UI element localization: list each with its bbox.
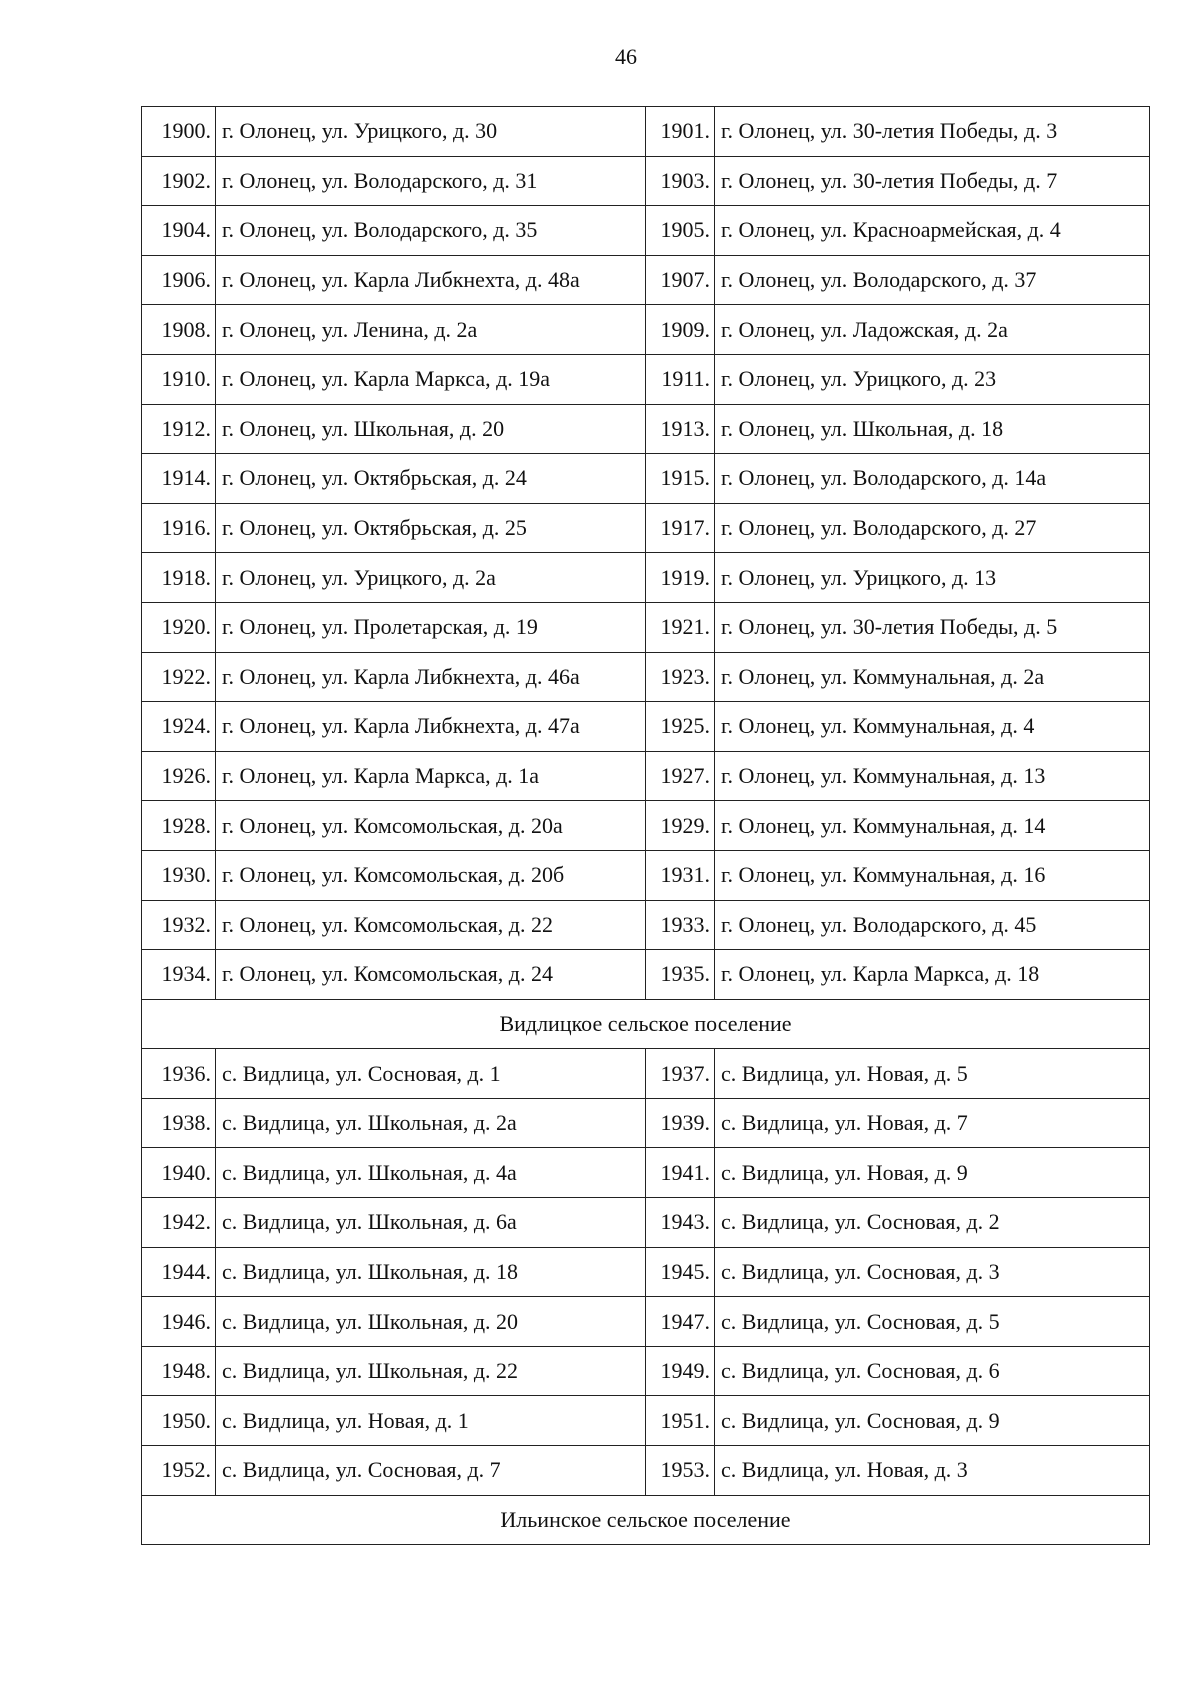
entry-number: 1931. bbox=[646, 850, 715, 900]
entry-number: 1945. bbox=[646, 1247, 715, 1297]
entry-number: 1943. bbox=[646, 1198, 715, 1248]
section-row bbox=[142, 999, 1150, 1049]
entry-number: 1913. bbox=[646, 404, 715, 454]
entry-number: 1922. bbox=[142, 652, 216, 702]
entry-number: 1935. bbox=[646, 950, 715, 1000]
table-row bbox=[142, 652, 1150, 702]
section-title: Ильинское сельское поселение bbox=[142, 1495, 1150, 1545]
table-row bbox=[142, 801, 1150, 851]
entry-address: с. Видлица, ул. Сосновая, д. 3 bbox=[715, 1247, 1150, 1297]
entry-number: 1947. bbox=[646, 1297, 715, 1347]
table-row bbox=[142, 1297, 1150, 1347]
entry-address: г. Олонец, ул. Пролетарская, д. 19 bbox=[216, 602, 646, 652]
table-row bbox=[142, 900, 1150, 950]
entry-number: 1944. bbox=[142, 1247, 216, 1297]
entry-address: с. Видлица, ул. Новая, д. 9 bbox=[715, 1148, 1150, 1198]
table-row bbox=[142, 1346, 1150, 1396]
entry-number: 1934. bbox=[142, 950, 216, 1000]
entry-address: с. Видлица, ул. Школьная, д. 2а bbox=[216, 1098, 646, 1148]
table-row bbox=[142, 503, 1150, 553]
entry-address: с. Видлица, ул. Сосновая, д. 6 bbox=[715, 1346, 1150, 1396]
entry-address: г. Олонец, ул. Октябрьская, д. 24 bbox=[216, 454, 646, 504]
page-number: 46 bbox=[615, 44, 637, 69]
entry-number: 1907. bbox=[646, 255, 715, 305]
entry-address: г. Олонец, ул. Коммунальная, д. 2а bbox=[715, 652, 1150, 702]
entry-address: г. Олонец, ул. Карла Либкнехта, д. 46а bbox=[216, 652, 646, 702]
entry-address: с. Видлица, ул. Школьная, д. 22 bbox=[216, 1346, 646, 1396]
entry-number: 1928. bbox=[142, 801, 216, 851]
entry-number: 1950. bbox=[142, 1396, 216, 1446]
entry-address: г. Олонец, ул. Урицкого, д. 30 bbox=[216, 107, 646, 157]
entry-address: г. Олонец, ул. Урицкого, д. 13 bbox=[715, 553, 1150, 603]
entry-number: 1903. bbox=[646, 156, 715, 206]
entry-address: г. Олонец, ул. 30-летия Победы, д. 7 bbox=[715, 156, 1150, 206]
table-row bbox=[142, 1446, 1150, 1496]
entry-number: 1904. bbox=[142, 206, 216, 256]
entry-number: 1938. bbox=[142, 1098, 216, 1148]
entry-address: с. Видлица, ул. Школьная, д. 20 bbox=[216, 1297, 646, 1347]
entry-address: г. Олонец, ул. Карла Маркса, д. 1а bbox=[216, 751, 646, 801]
table-row bbox=[142, 206, 1150, 256]
entry-number: 1905. bbox=[646, 206, 715, 256]
entry-number: 1919. bbox=[646, 553, 715, 603]
entry-address: с. Видлица, ул. Сосновая, д. 2 bbox=[715, 1198, 1150, 1248]
table-row bbox=[142, 156, 1150, 206]
entry-address: с. Видлица, ул. Сосновая, д. 9 bbox=[715, 1396, 1150, 1446]
entry-number: 1942. bbox=[142, 1198, 216, 1248]
table-row bbox=[142, 950, 1150, 1000]
entry-address: с. Видлица, ул. Новая, д. 3 bbox=[715, 1446, 1150, 1496]
entry-number: 1901. bbox=[646, 107, 715, 157]
entry-address: г. Олонец, ул. Урицкого, д. 23 bbox=[715, 354, 1150, 404]
table-row bbox=[142, 1098, 1150, 1148]
table-row bbox=[142, 602, 1150, 652]
entry-number: 1924. bbox=[142, 702, 216, 752]
entry-address: г. Олонец, ул. Коммунальная, д. 13 bbox=[715, 751, 1150, 801]
entry-address: с. Видлица, ул. Сосновая, д. 7 bbox=[216, 1446, 646, 1496]
entry-address: г. Олонец, ул. Коммунальная, д. 14 bbox=[715, 801, 1150, 851]
table-row bbox=[142, 1396, 1150, 1446]
entry-number: 1915. bbox=[646, 454, 715, 504]
entry-address: г. Олонец, ул. Володарского, д. 31 bbox=[216, 156, 646, 206]
entry-address: г. Олонец, ул. Карла Либкнехта, д. 47а bbox=[216, 702, 646, 752]
entry-address: г. Олонец, ул. Коммунальная, д. 16 bbox=[715, 850, 1150, 900]
entry-number: 1952. bbox=[142, 1446, 216, 1496]
entry-address: г. Олонец, ул. Комсомольская, д. 20а bbox=[216, 801, 646, 851]
entry-address: г. Олонец, ул. Володарского, д. 27 bbox=[715, 503, 1150, 553]
table-row bbox=[142, 454, 1150, 504]
table-row bbox=[142, 354, 1150, 404]
entry-number: 1910. bbox=[142, 354, 216, 404]
entry-address: г. Олонец, ул. Володарского, д. 14а bbox=[715, 454, 1150, 504]
entry-address: с. Видлица, ул. Школьная, д. 4а bbox=[216, 1148, 646, 1198]
entry-number: 1918. bbox=[142, 553, 216, 603]
table-row bbox=[142, 107, 1150, 157]
entry-number: 1911. bbox=[646, 354, 715, 404]
entry-address: г. Олонец, ул. Красноармейская, д. 4 bbox=[715, 206, 1150, 256]
entry-number: 1927. bbox=[646, 751, 715, 801]
table-row bbox=[142, 255, 1150, 305]
address-table-body bbox=[142, 107, 1150, 1545]
entry-number: 1923. bbox=[646, 652, 715, 702]
entry-number: 1936. bbox=[142, 1049, 216, 1099]
entry-number: 1932. bbox=[142, 900, 216, 950]
entry-address: г. Олонец, ул. Володарского, д. 45 bbox=[715, 900, 1150, 950]
entry-number: 1933. bbox=[646, 900, 715, 950]
entry-address: г. Олонец, ул. Коммунальная, д. 4 bbox=[715, 702, 1150, 752]
table-row bbox=[142, 1198, 1150, 1248]
entry-address: г. Олонец, ул. 30-летия Победы, д. 3 bbox=[715, 107, 1150, 157]
entry-number: 1953. bbox=[646, 1446, 715, 1496]
entry-address: г. Олонец, ул. Комсомольская, д. 24 bbox=[216, 950, 646, 1000]
entry-address: г. Олонец, ул. 30-летия Победы, д. 5 bbox=[715, 602, 1150, 652]
entry-address: г. Олонец, ул. Карла Маркса, д. 18 bbox=[715, 950, 1150, 1000]
entry-number: 1941. bbox=[646, 1148, 715, 1198]
entry-number: 1902. bbox=[142, 156, 216, 206]
section-title: Видлицкое сельское поселение bbox=[142, 999, 1150, 1049]
entry-number: 1912. bbox=[142, 404, 216, 454]
entry-number: 1925. bbox=[646, 702, 715, 752]
entry-address: г. Олонец, ул. Октябрьская, д. 25 bbox=[216, 503, 646, 553]
entry-address: с. Видлица, ул. Сосновая, д. 5 bbox=[715, 1297, 1150, 1347]
entry-number: 1937. bbox=[646, 1049, 715, 1099]
entry-address: г. Олонец, ул. Ладожская, д. 2а bbox=[715, 305, 1150, 355]
entry-number: 1920. bbox=[142, 602, 216, 652]
entry-number: 1916. bbox=[142, 503, 216, 553]
entry-address: г. Олонец, ул. Ленина, д. 2а bbox=[216, 305, 646, 355]
entry-number: 1914. bbox=[142, 454, 216, 504]
entry-number: 1921. bbox=[646, 602, 715, 652]
entry-address: г. Олонец, ул. Школьная, д. 18 bbox=[715, 404, 1150, 454]
entry-address: с. Видлица, ул. Школьная, д. 6а bbox=[216, 1198, 646, 1248]
table-row bbox=[142, 1247, 1150, 1297]
entry-number: 1939. bbox=[646, 1098, 715, 1148]
entry-number: 1908. bbox=[142, 305, 216, 355]
entry-address: с. Видлица, ул. Школьная, д. 18 bbox=[216, 1247, 646, 1297]
table-row bbox=[142, 702, 1150, 752]
entry-address: с. Видлица, ул. Новая, д. 5 bbox=[715, 1049, 1150, 1099]
entry-address: г. Олонец, ул. Комсомольская, д. 22 bbox=[216, 900, 646, 950]
table-row bbox=[142, 850, 1150, 900]
section-row bbox=[142, 1495, 1150, 1545]
entry-address: с. Видлица, ул. Сосновая, д. 1 bbox=[216, 1049, 646, 1099]
table-row bbox=[142, 305, 1150, 355]
entry-number: 1930. bbox=[142, 850, 216, 900]
table-row bbox=[142, 751, 1150, 801]
table-row bbox=[142, 553, 1150, 603]
entry-address: г. Олонец, ул. Володарского, д. 35 bbox=[216, 206, 646, 256]
table-row bbox=[142, 404, 1150, 454]
entry-number: 1917. bbox=[646, 503, 715, 553]
entry-number: 1949. bbox=[646, 1346, 715, 1396]
entry-number: 1929. bbox=[646, 801, 715, 851]
entry-number: 1946. bbox=[142, 1297, 216, 1347]
table-row bbox=[142, 1049, 1150, 1099]
entry-number: 1906. bbox=[142, 255, 216, 305]
entry-number: 1926. bbox=[142, 751, 216, 801]
entry-address: г. Олонец, ул. Комсомольская, д. 20б bbox=[216, 850, 646, 900]
entry-address: с. Видлица, ул. Новая, д. 1 bbox=[216, 1396, 646, 1446]
entry-number: 1909. bbox=[646, 305, 715, 355]
entry-address: г. Олонец, ул. Володарского, д. 37 bbox=[715, 255, 1150, 305]
entry-number: 1940. bbox=[142, 1148, 216, 1198]
entry-number: 1900. bbox=[142, 107, 216, 157]
table-row bbox=[142, 1148, 1150, 1198]
entry-address: г. Олонец, ул. Урицкого, д. 2а bbox=[216, 553, 646, 603]
entry-address: г. Олонец, ул. Карла Либкнехта, д. 48а bbox=[216, 255, 646, 305]
entry-address: с. Видлица, ул. Новая, д. 7 bbox=[715, 1098, 1150, 1148]
entry-number: 1948. bbox=[142, 1346, 216, 1396]
entry-address: г. Олонец, ул. Школьная, д. 20 bbox=[216, 404, 646, 454]
entry-address: г. Олонец, ул. Карла Маркса, д. 19а bbox=[216, 354, 646, 404]
address-table bbox=[141, 106, 1150, 1545]
entry-number: 1951. bbox=[646, 1396, 715, 1446]
